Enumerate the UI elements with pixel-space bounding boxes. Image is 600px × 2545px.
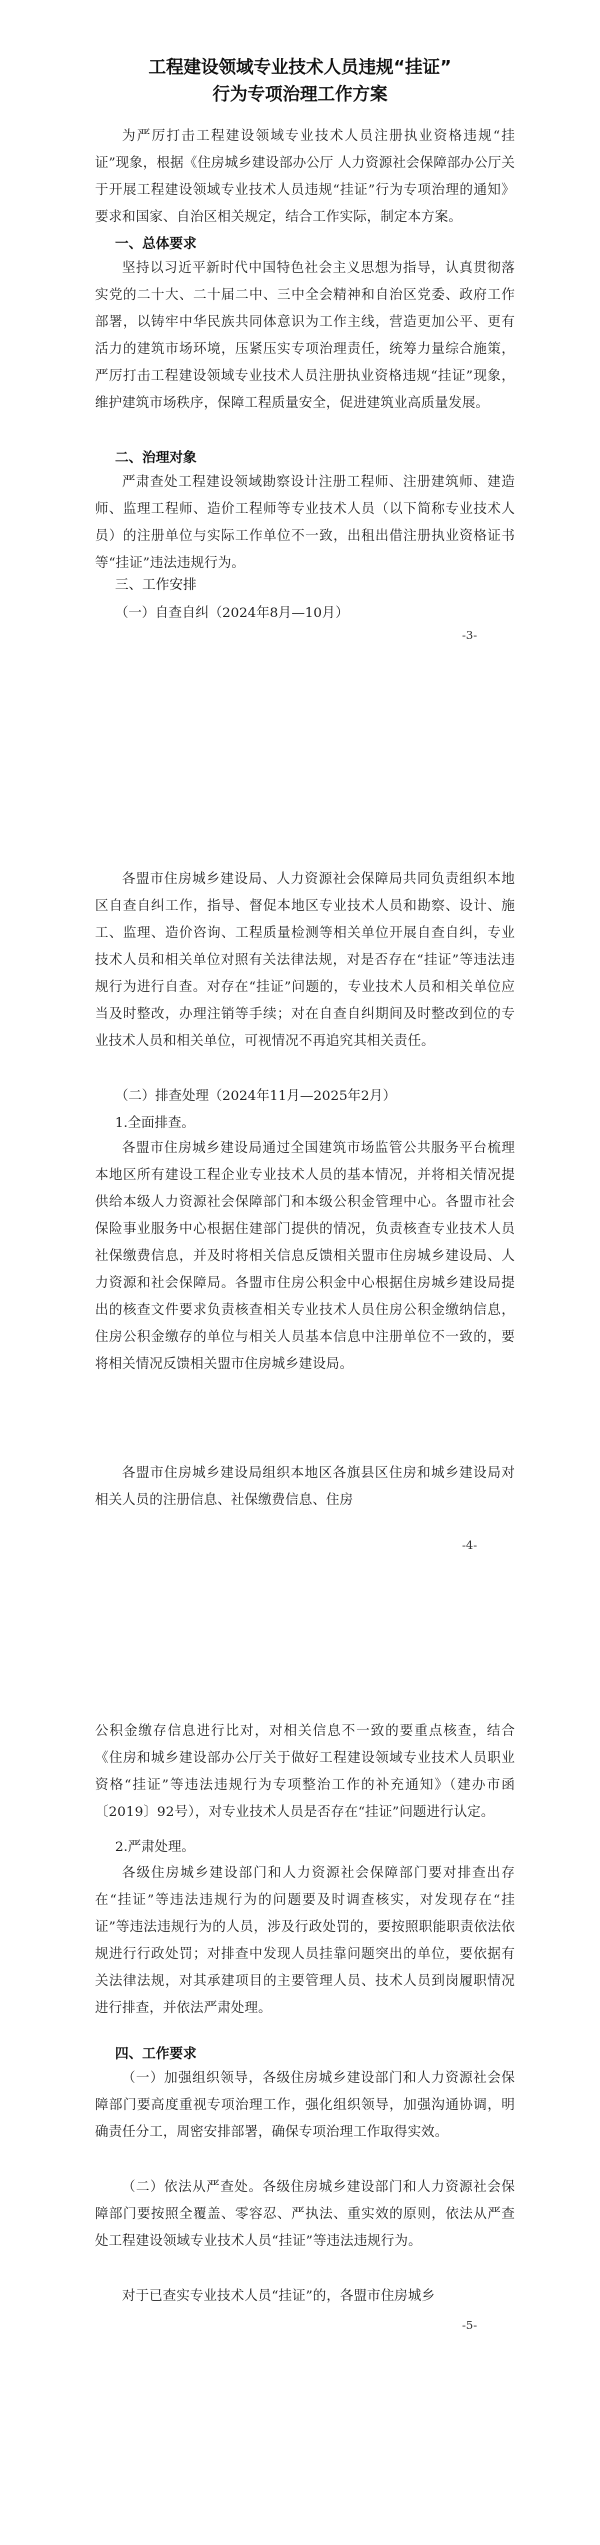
item1-paragraph-2: 各盟市住房城乡建设局组织本地区各旗县区住房和城乡建设局对相关人员的注册信息、社保缴费信息、住房 — [95, 1466, 515, 1508]
page-4 — [0, 860, 600, 1660]
doc-title-line2: 行为专项治理工作方案 — [212, 85, 388, 105]
section4-heading: 四、工作要求 — [115, 2046, 197, 2062]
item1-paragraph-2-cont: 公积金缴存信息进行比对，对相关信息不一致的要重点核查，结合《住房和城乡建设部办公厅关于做好工程建设领域专业技术人员职业资格“挂证”等违法违规行为专项整治工作的补充通知》（建办市函〔2019〕92号），对专业技术人员是否存在“挂证”问题进行认定。 — [95, 1724, 515, 1820]
requirement-1: （一）加强组织领导，各级住房城乡建设部门和人力资源社会保障部门要高度重视专项治理工作，强化组织领导，加强沟通协调，明确责任分工，周密安排部署，确保专项治理工作取得实效。 — [95, 2071, 515, 2140]
section1-body: 坚持以习近平新时代中国特色社会主义思想为指导，认真贯彻落实党的二十大、二十届二中、三中全会精神和自治区党委、政府工作部署，以铸牢中华民族共同体意识为工作主线，营造更加公平、更有活力的建筑市场环境，压紧压实专项治理责任，统筹力量综合施策，严厉打击工程建设领域专业技术人员注册执业资格违规“挂证”现象，维护建筑市场秩序，保障工程质量安全，促进建筑业高质量发展。 — [95, 261, 515, 411]
requirement-2: （二）依法从严查处。各级住房城乡建设部门和人力资源社会保障部门要按照全覆盖、零容忍、严执法、重实效的原则，依法从严查处工程建设领域专业技术人员“挂证”等违法违规行为。 — [95, 2180, 515, 2249]
page-number: -4- — [462, 1538, 478, 1552]
section2-heading: 二、治理对象 — [115, 450, 197, 466]
section3-heading: 三、工作安排 — [115, 577, 197, 593]
page-3 — [0, 0, 600, 760]
page-number: -3- — [462, 628, 478, 642]
item2-body: 各级住房城乡建设部门和人力资源社会保障部门要对排查出存在“挂证”等违法违规行为的问题要及时调查核实，对发现存在“挂证”等违法违规行为的人员，涉及行政处罚的，要按照职能职责依法依规进行行政处罚；对排查中发现人员挂靠问题突出的单位，要依据有关法律法规，对其承建项目的主要管理人员、技术人员到岗履职情况进行排查，并依法严肃处理。 — [95, 1866, 515, 2016]
requirement-3: 对于已查实专业技术人员“挂证”的，各盟市住房城乡 — [122, 2289, 436, 2304]
section1-heading: 一、总体要求 — [115, 236, 197, 252]
page-number: -5- — [462, 2318, 478, 2332]
section2-body: 严肃查处工程建设领域勘察设计注册工程师、注册建筑师、建造师、监理工程师、造价工程师等专业技术人员（以下简称专业技术人员）的注册单位与实际工作单位不一致，出租出借注册执业资格证书等“挂证”违法违规行为。 — [95, 475, 515, 571]
page-5 — [0, 1690, 600, 2545]
stage2-heading: （二）排查处理（2024年11月—2025年2月） — [115, 1089, 397, 1104]
item1-heading: 1.全面排查。 — [115, 1116, 195, 1131]
stage1-heading: （一）自查自纠（2024年8月—10月） — [115, 606, 349, 621]
doc-title-line1: 工程建设领域专业技术人员违规“挂证” — [148, 58, 452, 78]
stage1-body: 各盟市住房城乡建设局、人力资源社会保障局共同负责组织本地区自查自纠工作，指导、督促本地区专业技术人员和勘察、设计、施工、监理、造价咨询、工程质量检测等相关单位开展自查自纠，专业技术人员和相关单位对照有关法律法规，对是否存在“挂证”等违法违规行为进行自查。对存在“挂证”问题的，专业技术人员和相关单位应当及时整改，办理注销等手续；对在自查自纠期间及时整改到位的专业技术人员和相关单位，可视情况不再追究其相关责任。 — [95, 872, 515, 1049]
intro-paragraph: 为严厉打击工程建设领域专业技术人员注册执业资格违规“挂证”现象，根据《住房城乡建设部办公厅 人力资源社会保障部办公厅关于开展工程建设领域专业技术人员违规“挂证”行为专项治理的通知》要求和国家、自治区相关规定，结合工作实际，制定本方案。 — [95, 129, 515, 225]
item1-paragraph: 各盟市住房城乡建设局通过全国建筑市场监管公共服务平台梳理本地区所有建设工程企业专业技术人员的基本情况，并将相关情况提供给本级人力资源社会保障部门和本级公积金管理中心。各盟市社会保险事业服务中心根据住建部门提供的情况，负责核查专业技术人员社保缴费信息，并及时将相关信息反馈相关盟市住房城乡建设局、人力资源和社会保障局。各盟市住房公积金中心根据住房城乡建设局提出的核查文件要求负责核查相关专业技术人员住房公积金缴纳信息，住房公积金缴存的单位与相关人员基本信息中注册单位不一致的，要将相关情况反馈相关盟市住房城乡建设局。 — [95, 1141, 515, 1372]
item2-heading: 2.严肃处理。 — [115, 1840, 195, 1855]
